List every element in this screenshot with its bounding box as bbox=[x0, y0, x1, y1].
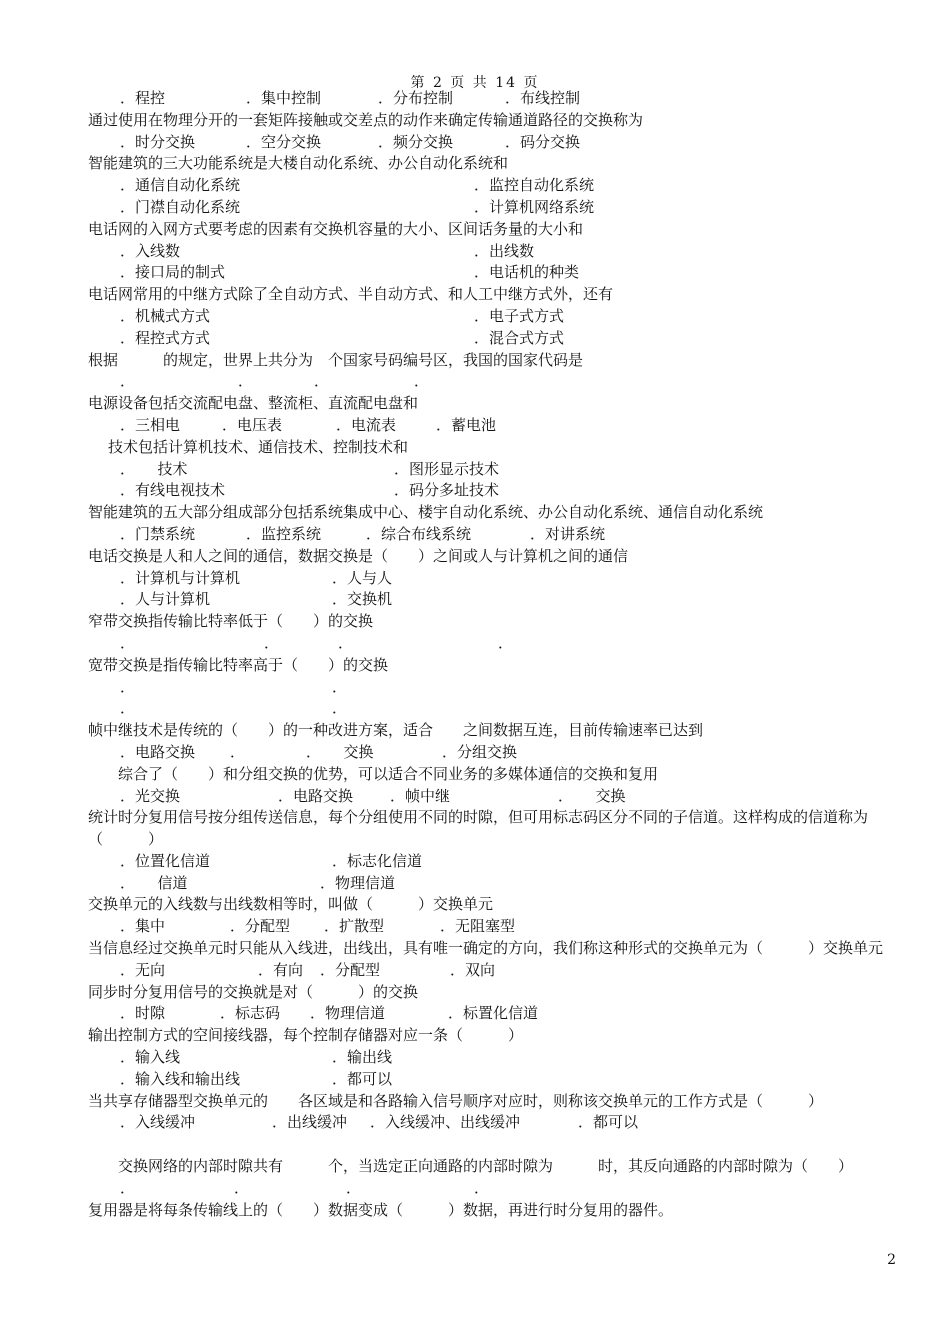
option-choice: ．位置化信道 bbox=[120, 851, 211, 870]
question-text: 通过使用在物理分开的一套矩阵接触或交差点的动作来确定传输通道路径的交换称为 bbox=[88, 110, 644, 129]
option-choice: ．程控 bbox=[120, 89, 166, 107]
option-choice: ． bbox=[338, 633, 354, 652]
question-text: 输出控制方式的空间接线器，每个控制存储器对应一条（ ） bbox=[88, 1026, 524, 1045]
option-choice: ． bbox=[230, 742, 246, 761]
option-choice: ． 交换 bbox=[306, 742, 374, 761]
option-choice: ．帧中继 bbox=[390, 786, 451, 805]
option-choice: ．出线缓冲 bbox=[272, 1113, 348, 1132]
option-choice: ．空分交换 bbox=[246, 132, 322, 151]
option-row bbox=[88, 1003, 908, 1025]
option-choice: ．集中 bbox=[120, 917, 166, 936]
option-choice: ．有向 bbox=[258, 960, 304, 979]
question-text: 窄带交换指传输比特率低于（ ）的交换 bbox=[88, 612, 374, 631]
question-text: 当信息经过交换单元时只能从入线进，出线出，具有唯一确定的方向，我们称这种形式的交换单元为（ ）交换单元 bbox=[88, 939, 884, 958]
question-text: 智能建筑的五大部分组成部分包括系统集成中心、楼宇自动化系统、办公自动化系统、通信自动化系统 bbox=[88, 503, 764, 522]
option-row bbox=[88, 742, 908, 764]
option-choice: ． bbox=[264, 633, 280, 652]
option-choice: ．输出线 bbox=[332, 1048, 393, 1067]
option-choice: ．分组交换 bbox=[442, 742, 518, 761]
option-row bbox=[88, 459, 908, 481]
option-choice: ．分配型 bbox=[230, 917, 291, 936]
option-choice: ．图形显示技术 bbox=[394, 459, 500, 478]
option-row bbox=[88, 589, 908, 611]
option-choice: ． bbox=[332, 699, 348, 718]
option-row bbox=[88, 786, 908, 808]
option-choice: ． bbox=[414, 372, 430, 391]
option-choice: ．门襟自动化系统 bbox=[120, 197, 241, 216]
option-choice: ．都可以 bbox=[332, 1069, 393, 1088]
blank-line bbox=[88, 1134, 908, 1156]
option-row bbox=[88, 415, 908, 437]
option-choice: ．码分交换 bbox=[505, 132, 581, 151]
question-text: 电话交换是人和人之间的通信，数据交换是（ ）之间或人与计算机之间的通信 bbox=[88, 546, 629, 565]
option-choice: ．监控系统 bbox=[246, 524, 322, 543]
option-choice: ．物理信道 bbox=[310, 1004, 386, 1023]
option-row bbox=[88, 1112, 908, 1134]
option-choice: ．集中控制 bbox=[246, 89, 322, 107]
option-row bbox=[88, 132, 908, 154]
option-row bbox=[88, 916, 908, 938]
question-text: 电话网的入网方式要考虑的因素有交换机容量的大小、区间话务量的大小和 bbox=[88, 219, 584, 238]
option-row bbox=[88, 568, 908, 590]
option-choice: ．分配型 bbox=[320, 960, 381, 979]
option-row bbox=[88, 851, 908, 873]
question-text: 统计时分复用信号按分组传送信息，每个分组使用不同的时隙，但可用标志码区分不同的子信道。这样构成的信道称为（ ） bbox=[88, 808, 869, 849]
option-row bbox=[88, 524, 908, 546]
question-text: 复用器是将每条传输线上的（ ）数据变成（ ）数据，再进行时分复用的器件。 bbox=[88, 1200, 674, 1219]
question-text: 电源设备包括交流配电盘、整流柜、直流配电盘和 bbox=[88, 394, 419, 413]
option-row bbox=[88, 873, 908, 895]
option-choice: ．电话机的种类 bbox=[474, 263, 580, 282]
option-choice: ． bbox=[332, 677, 348, 696]
option-row bbox=[88, 1069, 908, 1091]
option-choice: ．输入线 bbox=[120, 1048, 181, 1067]
option-choice: ．标置化信道 bbox=[448, 1004, 539, 1023]
option-choice: ．人与人 bbox=[332, 568, 393, 587]
option-row bbox=[88, 88, 908, 110]
option-choice: ．程控式方式 bbox=[120, 328, 211, 347]
option-choice: ．频分交换 bbox=[378, 132, 454, 151]
option-choice: ．布线控制 bbox=[505, 89, 581, 107]
question-text: 宽带交换是指传输比特率高于（ ）的交换 bbox=[88, 655, 389, 674]
option-choice: ．电路交换 bbox=[278, 786, 354, 805]
option-choice: ．标志码 bbox=[220, 1004, 281, 1023]
option-choice: ．机械式方式 bbox=[120, 306, 211, 325]
option-choice: ．输入线和输出线 bbox=[120, 1069, 241, 1088]
option-row bbox=[88, 1178, 908, 1200]
option-choice: ． bbox=[120, 1178, 136, 1197]
option-choice: ．蓄电池 bbox=[436, 415, 497, 434]
option-row bbox=[88, 371, 908, 393]
page-number: 2 bbox=[887, 1252, 896, 1268]
option-choice: ．出线数 bbox=[474, 241, 535, 260]
option-choice: ．扩散型 bbox=[324, 917, 385, 936]
option-choice: ．无阻塞型 bbox=[440, 917, 516, 936]
option-choice: ．时分交换 bbox=[120, 132, 196, 151]
option-choice: ．人与计算机 bbox=[120, 590, 211, 609]
option-choice: ．计算机与计算机 bbox=[120, 568, 241, 587]
option-choice: ．电路交换 bbox=[120, 742, 196, 761]
question-text: 交换网络的内部时隙共有 个，当选定正向通路的内部时隙为 时，其反向通路的内部时隙为（ ） bbox=[118, 1157, 854, 1176]
option-choice: ．标志化信道 bbox=[332, 851, 423, 870]
option-row bbox=[88, 480, 908, 502]
option-choice: ．电流表 bbox=[336, 415, 397, 434]
option-choice: ． bbox=[346, 1178, 362, 1197]
option-choice: ．都可以 bbox=[578, 1113, 639, 1132]
option-row bbox=[88, 175, 908, 197]
option-choice: ．时隙 bbox=[120, 1004, 166, 1023]
question-text: 同步时分复用信号的交换就是对（ ）的交换 bbox=[88, 982, 419, 1001]
option-choice: ．监控自动化系统 bbox=[474, 176, 595, 195]
option-choice: ．入线缓冲、出线缓冲 bbox=[370, 1113, 521, 1132]
question-text: 技术包括计算机技术、通信技术、控制技术和 bbox=[108, 437, 409, 456]
option-choice: ．入线数 bbox=[120, 241, 181, 260]
option-row bbox=[88, 328, 908, 350]
option-choice: ．混合式方式 bbox=[474, 328, 565, 347]
question-text: 电话网常用的中继方式除了全自动方式、半自动方式、和人工中继方式外，还有 bbox=[88, 285, 614, 304]
option-choice: ． 信道 bbox=[120, 873, 188, 892]
option-choice: ．物理信道 bbox=[320, 873, 396, 892]
page-header: 第 2 页 共 14 页 bbox=[410, 75, 540, 91]
option-choice: ． bbox=[120, 699, 136, 718]
option-row bbox=[88, 1047, 908, 1069]
option-choice: ．入线缓冲 bbox=[120, 1113, 196, 1132]
option-choice: ． bbox=[314, 372, 330, 391]
option-row bbox=[88, 960, 908, 982]
option-choice: ．交换机 bbox=[332, 590, 393, 609]
document-body bbox=[88, 88, 908, 1221]
question-text: 根据 的规定，世界上共分为 个国家号码编号区，我国的国家代码是 bbox=[88, 350, 584, 369]
option-choice: ．码分多址技术 bbox=[394, 481, 500, 500]
option-row bbox=[88, 241, 908, 263]
option-row bbox=[88, 698, 908, 720]
option-choice: ． 技术 bbox=[120, 459, 188, 478]
option-row bbox=[88, 262, 908, 284]
option-choice: ．电压表 bbox=[222, 415, 283, 434]
option-choice: ．对讲系统 bbox=[530, 524, 606, 543]
option-choice: ．双向 bbox=[450, 960, 496, 979]
option-choice: ．门禁系统 bbox=[120, 524, 196, 543]
option-choice: ．无向 bbox=[120, 960, 166, 979]
option-choice: ．三相电 bbox=[120, 415, 181, 434]
option-choice: ． 交换 bbox=[558, 786, 626, 805]
option-choice: ． bbox=[238, 372, 254, 391]
option-choice: ． bbox=[498, 633, 514, 652]
question-text: 帧中继技术是传统的（ ）的一种改进方案，适合 之间数据互连，目前传输速率已达到 bbox=[88, 721, 704, 740]
option-choice: ．有线电视技术 bbox=[120, 481, 226, 500]
option-row bbox=[88, 197, 908, 219]
question-text: 交换单元的入线数与出线数相等时，叫做（ ）交换单元 bbox=[88, 895, 494, 914]
option-row bbox=[88, 677, 908, 699]
option-choice: ． bbox=[120, 372, 136, 391]
option-row bbox=[88, 633, 908, 655]
option-choice: ． bbox=[234, 1178, 250, 1197]
question-text: 综合了（ ）和分组交换的优势，可以适合不同业务的多媒体通信的交换和复用 bbox=[118, 764, 659, 783]
option-choice: ．电子式方式 bbox=[474, 306, 565, 325]
option-choice: ． bbox=[474, 1178, 490, 1197]
option-choice: ．计算机网络系统 bbox=[474, 197, 595, 216]
option-choice: ．光交换 bbox=[120, 786, 181, 805]
option-choice: ． bbox=[120, 633, 136, 652]
option-choice: ．通信自动化系统 bbox=[120, 176, 241, 195]
option-choice: ．接口局的制式 bbox=[120, 263, 226, 282]
option-choice: ． bbox=[120, 677, 136, 696]
question-text: 当共享存储器型交换单元的 各区域是和各路输入信号顺序对应时，则称该交换单元的工作方式是（ ） bbox=[88, 1091, 824, 1110]
option-choice: ．分布控制 bbox=[378, 89, 454, 107]
option-choice: ．综合布线系统 bbox=[366, 524, 472, 543]
question-text: 智能建筑的三大功能系统是大楼自动化系统、办公自动化系统和 bbox=[88, 154, 509, 173]
option-row bbox=[88, 306, 908, 328]
